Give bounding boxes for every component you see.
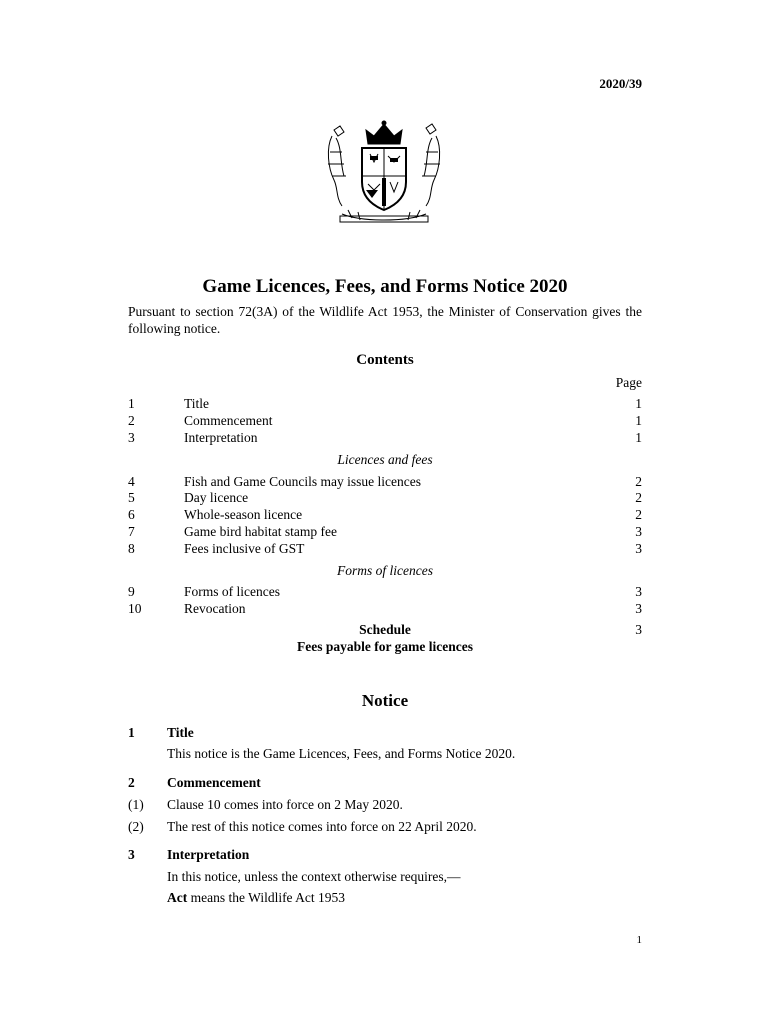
- toc-page: 3: [635, 584, 642, 599]
- toc-number: 4: [128, 474, 135, 489]
- subclause-text: Clause 10 comes into force on 2 May 2020.: [167, 797, 403, 812]
- toc-title: Day licence: [184, 490, 249, 505]
- preamble: Pursuant to section 72(3A) of the Wildlife Act 1953, the Minister of Conservation gives the following notice.: [128, 304, 642, 336]
- toc-row[interactable]: [128, 541, 642, 558]
- toc-row[interactable]: [128, 584, 642, 601]
- definition: [167, 890, 345, 906]
- definition-meaning: means the Wildlife Act 1953: [190, 890, 346, 905]
- contents-heading: Contents: [356, 352, 414, 368]
- toc-row[interactable]: [128, 413, 642, 430]
- subclause-number: (1): [128, 797, 144, 812]
- toc-title: Fees inclusive of GST: [184, 541, 305, 556]
- toc-page: 3: [635, 541, 642, 556]
- toc-schedule-label[interactable]: Schedule: [359, 622, 411, 637]
- coat-of-arms-emblem: [322, 118, 446, 230]
- toc-row[interactable]: [128, 396, 642, 413]
- toc-number: 5: [128, 490, 135, 505]
- clause-number: 1: [128, 725, 135, 740]
- toc-group-heading: Licences and fees: [337, 452, 433, 467]
- clause-heading: Interpretation: [167, 847, 250, 862]
- toc-number: 7: [128, 524, 135, 539]
- toc-number: 3: [128, 430, 135, 445]
- toc-title: Whole-season licence: [184, 507, 303, 522]
- clause-text: In this notice, unless the context otherwise requires,—: [167, 869, 461, 884]
- toc-number: 1: [128, 396, 135, 411]
- toc-title: Forms of licences: [184, 584, 280, 599]
- page-column-label: Page: [615, 375, 642, 390]
- toc-row[interactable]: [128, 524, 642, 541]
- toc-page: 1: [635, 396, 642, 411]
- document-title: Game Licences, Fees, and Forms Notice 2020: [202, 276, 568, 297]
- clause-text: This notice is the Game Licences, Fees, and Forms Notice 2020.: [167, 746, 516, 761]
- toc-number: 9: [128, 584, 135, 599]
- toc-title: Fish and Game Councils may issue licences: [184, 474, 421, 489]
- notice-heading: Notice: [361, 691, 409, 710]
- toc-schedule-page: 3: [635, 622, 642, 637]
- toc-row[interactable]: [128, 601, 642, 618]
- toc-title: Interpretation: [184, 430, 258, 445]
- toc-row[interactable]: [128, 474, 642, 491]
- toc-schedule-subtitle: Fees payable for game licences: [297, 639, 473, 654]
- toc-page: 3: [635, 524, 642, 539]
- toc-page: 1: [635, 413, 642, 428]
- toc-number: 8: [128, 541, 135, 556]
- toc-row[interactable]: [128, 507, 642, 524]
- toc-title: Game bird habitat stamp fee: [184, 524, 337, 539]
- toc-group-heading: Forms of licences: [337, 563, 433, 578]
- toc-number: 6: [128, 507, 135, 522]
- toc-row[interactable]: [128, 430, 642, 447]
- toc-page: 2: [635, 507, 642, 522]
- toc-number: 2: [128, 413, 135, 428]
- toc-page: 2: [635, 474, 642, 489]
- clause-heading: Commencement: [167, 775, 261, 790]
- toc-title: Commencement: [184, 413, 273, 428]
- clause-number: 3: [128, 847, 135, 862]
- toc-number: 10: [128, 601, 142, 616]
- subclause-number: (2): [128, 819, 144, 834]
- toc-page: 1: [635, 430, 642, 445]
- document-number: 2020/39: [599, 76, 642, 91]
- toc-page: 2: [635, 490, 642, 505]
- toc-title: Revocation: [184, 601, 246, 616]
- clause-number: 2: [128, 775, 135, 790]
- defined-term: Act: [167, 890, 188, 905]
- page-number: 1: [636, 934, 642, 946]
- toc-title: Title: [184, 396, 210, 411]
- toc-row[interactable]: [128, 490, 642, 507]
- toc-page: 3: [635, 601, 642, 616]
- clause-heading: Title: [167, 725, 194, 740]
- subclause-text: The rest of this notice comes into force on 22 April 2020.: [167, 819, 477, 834]
